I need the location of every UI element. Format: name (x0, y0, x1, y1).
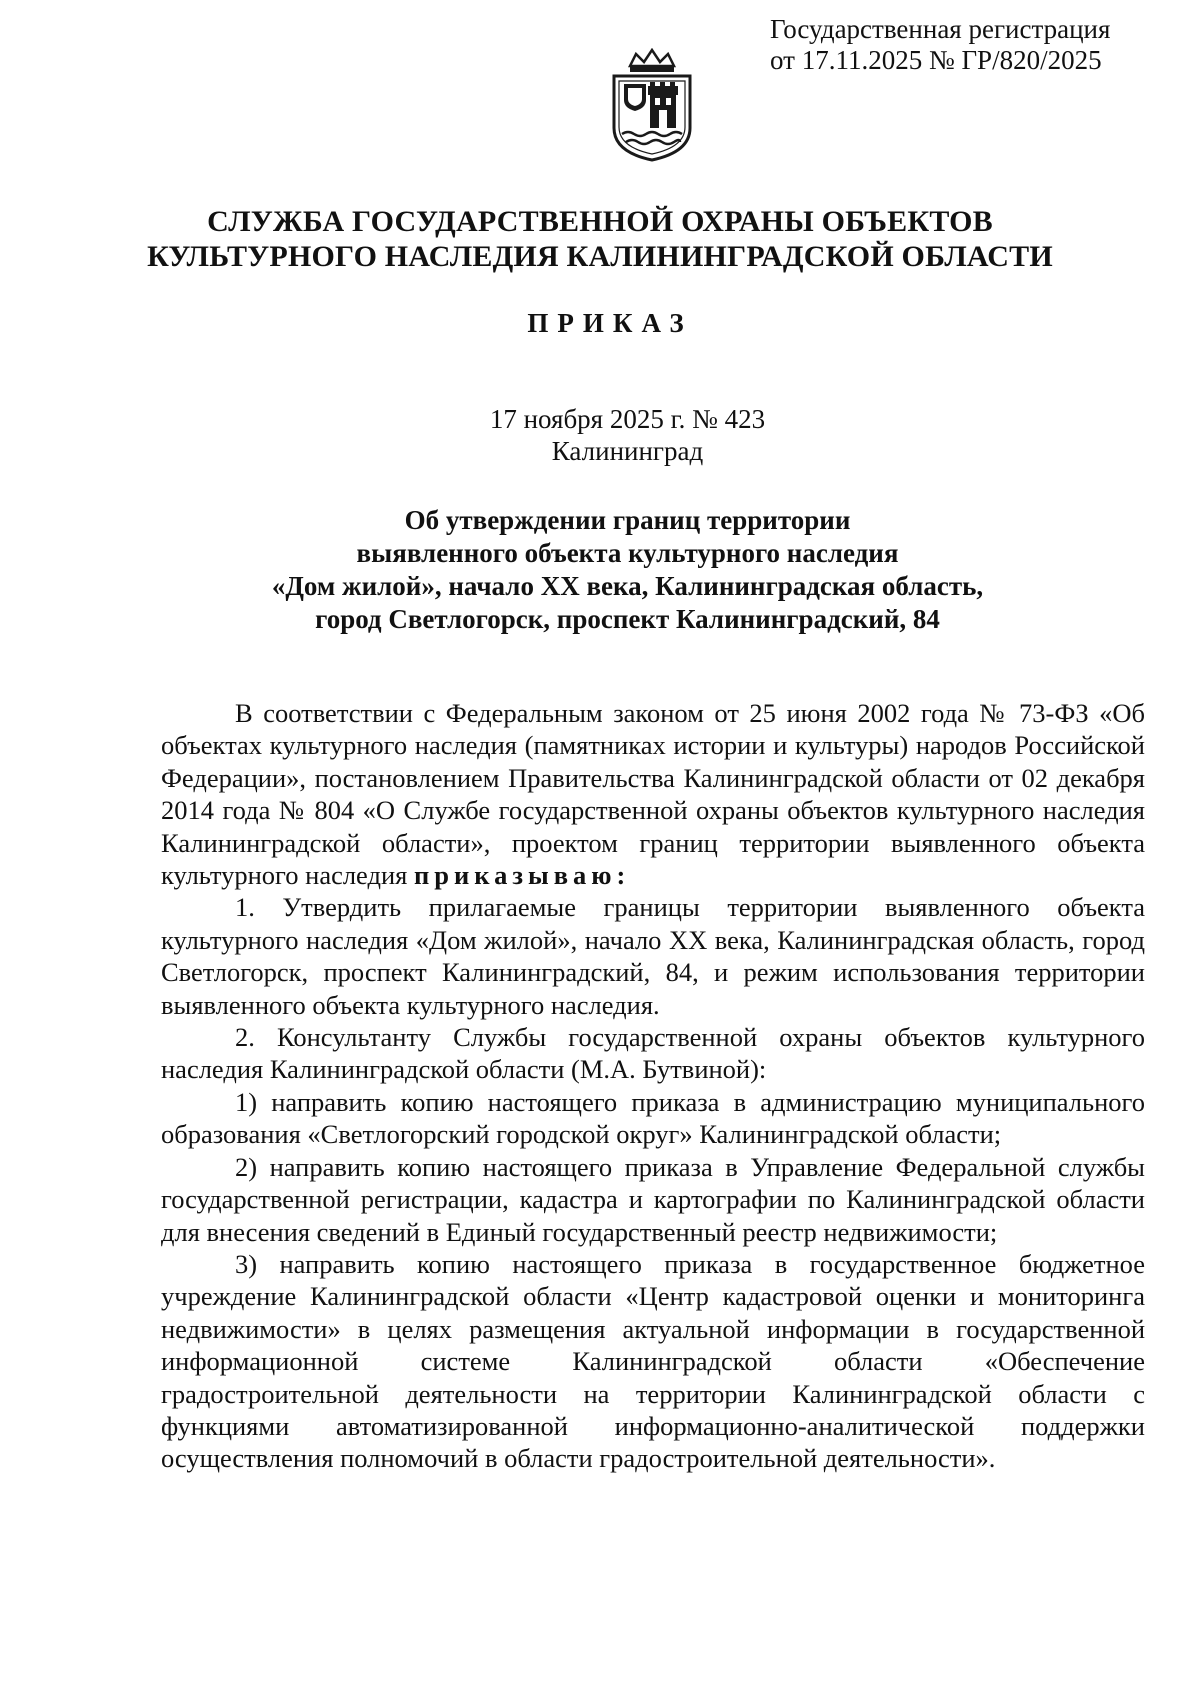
agency-line-1: СЛУЖБА ГОСУДАРСТВЕННОЙ ОХРАНЫ ОБЪЕКТОВ (207, 205, 993, 238)
order-subject (0, 504, 1200, 636)
item-2-paragraph: 2. Консультанту Службы государственной охраны объектов культурного наследия Калининградской области (М.А. Бутвиной): (161, 1022, 1145, 1085)
document-type-title: ПРИКАЗ (527, 308, 693, 338)
registration-line-2: от 17.11.2025 № ГР/820/2025 (770, 45, 1102, 75)
agency-name (0, 204, 1200, 274)
item-1-paragraph: 1. Утвердить прилагаемые границы территории выявленного объекта культурного наследия «Дом жилой», начало XX века, Калининградская область, город Светлогорск, проспект Калининградский, 84, и режим использования территории выявленного объекта культурного наследия. (161, 892, 1145, 1020)
order-date-number: 17 ноября 2025 г. № 423 (489, 404, 766, 434)
registration-stamp (770, 14, 1170, 76)
subject-line-3: «Дом жилой», начало XX века, Калининградская область, (271, 571, 984, 601)
subitem-1-paragraph: 1) направить копию настоящего приказа в администрацию муниципального образования «Светлогорский городской округ» Калининградской области; (161, 1086, 1145, 1150)
subitem-2-paragraph: 2) направить копию настоящего приказа в Управление Федеральной службы государственной регистрации, кадастра и картографии по Калининградской области для внесения сведений в Единый государственный реестр недвижимости; (161, 1151, 1145, 1247)
order-city: Калининград (551, 436, 704, 466)
agency-line-2: КУЛЬТУРНОГО НАСЛЕДИЯ КАЛИНИНГРАДСКОЙ ОБЛАСТИ (147, 240, 1053, 273)
preamble-paragraph (161, 697, 1145, 891)
kaliningrad-coat-of-arms-icon (606, 48, 698, 164)
preamble-text: В соответствии с Федеральным законом от 25 июня 2002 года № 73-ФЗ «Об объектах культурного наследия (памятниках истории и культуры) народов Российской Федерации», постановлением Правительства Калининградской области от 02 декабря 2014 года № 804 «О Службе государственной охраны объектов культурного наследия Калининградской области», проектом границ территории выявленного объекта культурного наследия (161, 698, 1145, 891)
subitem-3-paragraph: 3) направить копию настоящего приказа в государственное бюджетное учреждение Калининградской области «Центр кадастровой оценки и мониторинга недвижимости» в целях размещения актуальной информации в государственной информационной системе Калининградской области «Обеспечение градостроительной деятельности на территории Калининградской области с функциями автоматизированной информационно-аналитической поддержки осуществления полномочий в области градостроительной деятельности». (161, 1248, 1145, 1474)
registration-line-1: Государственная регистрация (770, 14, 1111, 44)
subject-line-1: Об утверждении границ территории (404, 505, 851, 535)
subject-line-4: город Светлогорск, проспект Калининградский, 84 (315, 604, 940, 634)
subject-line-2: выявленного объекта культурного наследия (356, 538, 899, 568)
order-body (161, 697, 1145, 1475)
date-and-place (0, 403, 1200, 467)
order-word: приказываю: (413, 860, 631, 891)
